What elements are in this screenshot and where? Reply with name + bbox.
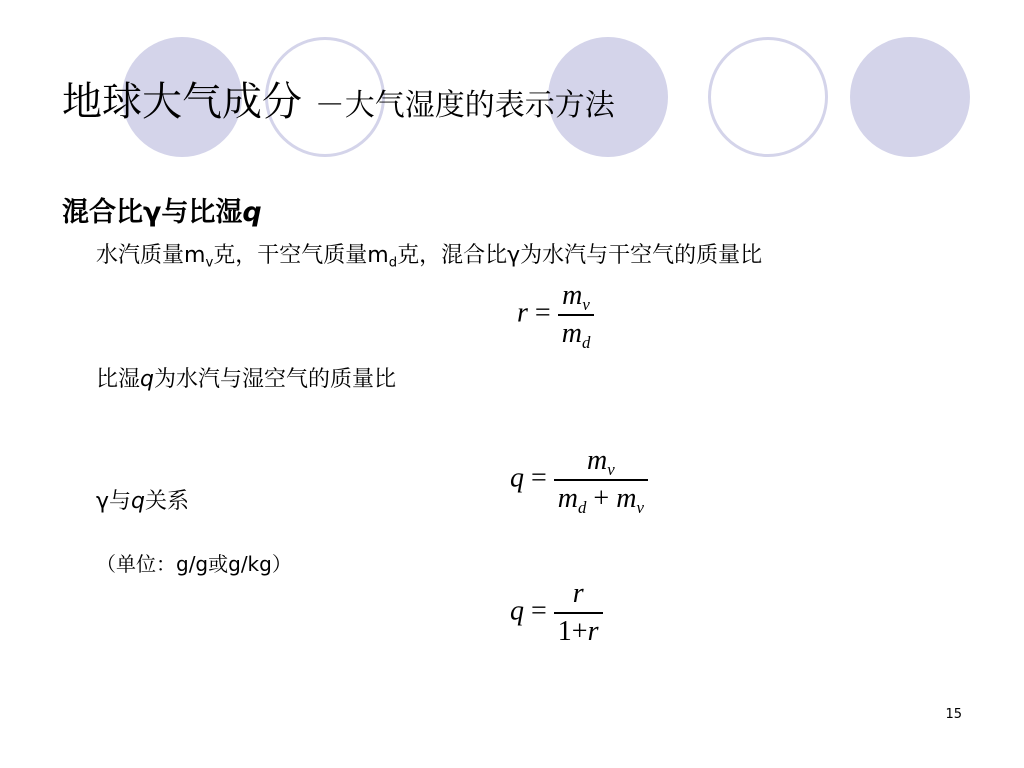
formula-q2-fraction xyxy=(554,578,603,648)
specific-humidity-definition xyxy=(96,362,396,393)
formula-r-lhs: r xyxy=(517,297,528,329)
mixing-text-3: 克，混合比γ为水汽与干空气的质量比 xyxy=(397,243,763,268)
formula-q2-num-r: r xyxy=(572,578,584,609)
mixing-sub-v: v xyxy=(205,255,214,271)
relation-suffix: 关系 xyxy=(145,489,190,514)
formula-q1-lhs: q xyxy=(510,462,524,494)
relation-prefix: γ与 xyxy=(96,489,132,514)
formula-r-eq: = xyxy=(534,297,551,329)
formula-q1-den-m1: m xyxy=(557,483,579,514)
formula-q-from-r xyxy=(510,578,603,648)
formula-q1-den-sub1: d xyxy=(578,497,587,517)
formula-q1-den-sub2: v xyxy=(636,497,644,517)
formula-q2-plus: + xyxy=(571,616,588,647)
formula-r-numerator xyxy=(558,280,595,316)
mixing-text-2: 克，干空气质量m xyxy=(213,243,389,268)
slide-title xyxy=(62,70,615,127)
formula-q1-denominator xyxy=(554,481,648,515)
relation-label xyxy=(96,484,189,515)
formula-q1-numerator xyxy=(554,445,648,481)
formula-q1-plus: + xyxy=(593,483,610,514)
sh-suffix: 为水汽与湿空气的质量比 xyxy=(153,367,396,392)
formula-q2-den-1: 1 xyxy=(557,616,572,647)
formula-r-fraction xyxy=(558,280,595,350)
mixing-sub-d: d xyxy=(388,255,398,271)
unit-note-text: （单位：g/g或g/kg） xyxy=(96,552,292,576)
sh-var: q xyxy=(140,367,154,392)
formula-q1-num-m: m xyxy=(587,445,608,476)
formula-q2-lhs: q xyxy=(510,595,524,627)
section-heading xyxy=(62,190,262,229)
unit-note xyxy=(96,548,292,577)
formula-r-num-m: m xyxy=(562,280,583,311)
mixing-text-1: 水汽质量m xyxy=(96,243,206,268)
formula-mixing-ratio xyxy=(517,280,594,350)
formula-r-num-sub: v xyxy=(582,294,590,314)
sh-prefix: 比湿 xyxy=(96,367,141,392)
formula-q1-num-sub: v xyxy=(607,459,615,479)
section-heading-var: q xyxy=(242,197,262,228)
formula-q1-den-m2: m xyxy=(616,483,637,514)
formula-q2-eq: = xyxy=(531,595,547,627)
mixing-ratio-definition xyxy=(96,238,762,269)
formula-q2-denominator xyxy=(554,614,603,648)
page-number: 15 xyxy=(945,707,962,722)
slide-title-sub: －大气湿度的表示方法 xyxy=(314,88,615,123)
section-heading-text: 混合比γ与比湿 xyxy=(62,197,243,228)
formula-q2-numerator xyxy=(554,578,603,614)
formula-specific-humidity xyxy=(510,445,648,515)
formula-r-denominator xyxy=(558,316,595,350)
formula-r-den-m: m xyxy=(561,318,582,349)
slide-title-main: 地球大气成分 xyxy=(62,79,315,125)
formula-r-den-sub: d xyxy=(581,332,591,352)
formula-q2-den-r: r xyxy=(587,616,599,647)
decorative-circle-5 xyxy=(850,37,970,157)
relation-var: q xyxy=(131,489,145,514)
formula-q1-eq: = xyxy=(531,462,547,494)
decorative-circle-4 xyxy=(708,37,828,157)
formula-q1-fraction xyxy=(554,445,648,515)
